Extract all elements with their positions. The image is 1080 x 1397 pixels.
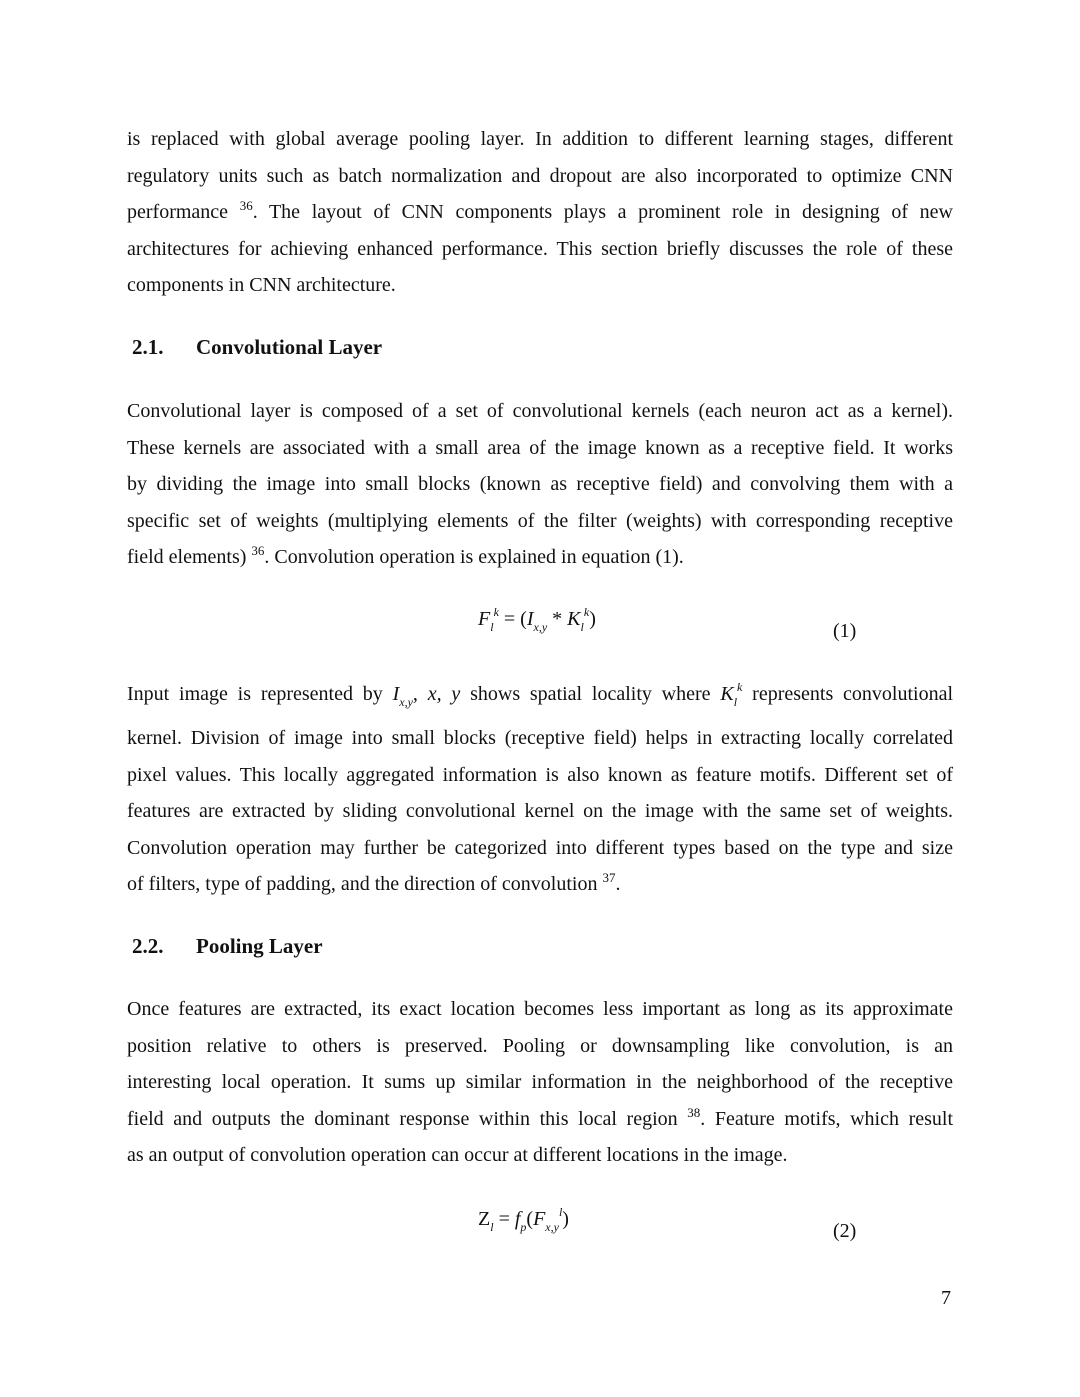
math-fragment: x,y (399, 695, 413, 709)
equation-symbol: F (533, 1208, 546, 1230)
text-fragment: components in CNN architecture. (127, 274, 396, 297)
equation-symbol: l (558, 1205, 563, 1219)
text-fragment: . Convolution operation is explained in equation (1). (264, 546, 684, 569)
text-fragment: by dividing the image into small blocks (known as receptive field) and convolving them with a (127, 473, 953, 496)
paragraph-input-image (127, 676, 953, 903)
math-fragment: x, y (427, 683, 461, 705)
text-fragment: These kernels are associated with a small area of the image known as a receptive field. It works (127, 436, 953, 459)
text-fragment: , (412, 683, 428, 705)
equation-symbol: f (514, 1208, 521, 1230)
text-fragment: performance (127, 201, 240, 224)
equation-symbol: k (583, 605, 590, 619)
equation-2 (478, 1205, 569, 1234)
equation-symbol: ) (589, 608, 596, 630)
text-line (127, 393, 953, 430)
equation-symbol: l (490, 620, 494, 634)
text-line (127, 1064, 953, 1101)
equation-symbol: p (520, 1220, 527, 1234)
text-fragment: Input image is represented by (127, 683, 393, 705)
section-title: Pooling Layer (196, 934, 323, 958)
text-line (127, 1137, 953, 1174)
section-title: Convolutional Layer (196, 335, 383, 359)
math-fragment: l (733, 695, 738, 709)
math-fragment: k (737, 680, 743, 694)
text-fragment: interesting local operation. It sums up similar information in the neighborhood of the receptive (127, 1071, 953, 1094)
text-fragment: features are extracted by sliding convolutional kernel on the image with the same set of weights. (127, 800, 953, 823)
equation-symbol: l (490, 1220, 494, 1234)
paragraph-pooling-layer (127, 991, 953, 1174)
text-fragment: field elements) (127, 546, 252, 569)
text-fragment: position relative to others is preserved. Pooling or downsampling like convolution, is an (127, 1034, 953, 1057)
text-fragment: . The layout of CNN components plays a prominent role in designing of new (252, 201, 953, 224)
text-fragment: represents convolutional (742, 683, 954, 705)
text-line (127, 676, 953, 720)
text-line (127, 830, 953, 867)
equation-symbol: x,y (545, 1220, 559, 1234)
paragraph-convolutional-layer (127, 393, 953, 576)
text-line (127, 194, 953, 231)
text-line (127, 267, 953, 304)
citation-superscript: 36 (239, 198, 253, 214)
text-line (127, 757, 953, 794)
equation-symbol: ( (526, 1208, 534, 1230)
equation-symbol: ) (562, 1208, 569, 1230)
text-fragment: as an output of convolution operation can occur at different locations in the image. (127, 1144, 788, 1167)
citation-superscript: 38 (687, 1104, 701, 1120)
equation-symbol: I (526, 608, 534, 630)
section-heading-2-2 (132, 934, 323, 959)
equation-symbol: x,y (533, 620, 548, 634)
text-line (127, 1101, 953, 1138)
text-fragment: Convolutional layer is composed of a set of convolutional kernels (each neuron act as a kernel). (127, 400, 953, 422)
text-line (127, 231, 953, 268)
text-line (127, 539, 953, 576)
text-line (127, 1028, 953, 1065)
equation-symbol: F (478, 608, 491, 630)
equation-symbol: K (567, 608, 581, 630)
section-number: 2.2. (132, 934, 164, 958)
paragraph-intro (127, 121, 953, 304)
text-fragment: specific set of weights (multiplying elements of the filter (weights) with corresponding receptive (127, 509, 953, 532)
text-line (127, 793, 953, 830)
equation-number-1: (1) (833, 620, 857, 642)
text-fragment: . (615, 873, 621, 896)
text-fragment: Once features are extracted, its exact location becomes less important as long as its approximate (127, 998, 953, 1020)
equation-symbol: Z (478, 1208, 491, 1230)
text-line (127, 503, 953, 540)
math-fragment: I (392, 683, 400, 705)
section-heading-2-1 (132, 335, 382, 360)
citation-superscript: 36 (251, 543, 265, 559)
text-line (127, 121, 953, 158)
text-fragment: of filters, type of padding, and the direction of convolution (127, 873, 603, 896)
text-fragment: shows spatial locality where (460, 683, 721, 705)
equation-symbol: = ( (498, 608, 527, 630)
text-line (127, 430, 953, 467)
text-fragment: . Feature motifs, which result (700, 1107, 953, 1130)
text-fragment: is replaced with global average pooling layer. In addition to different learning stages, different (127, 128, 953, 150)
text-line (127, 466, 953, 503)
equation-symbol: l (580, 620, 584, 634)
text-fragment: pixel values. This locally aggregated information is also known as feature motifs. Different set of (127, 763, 953, 786)
equation-symbol: * (547, 608, 568, 630)
text-line (127, 991, 953, 1028)
math-fragment: K (720, 683, 734, 705)
equation-number-2: (2) (833, 1220, 857, 1242)
text-fragment: regulatory units such as batch normalization and dropout are also incorporated to optimize CNN (127, 164, 953, 187)
text-fragment: kernel. Division of image into small blocks (receptive field) helps in extracting locally correlated (127, 727, 953, 749)
equation-1 (478, 605, 596, 634)
text-line (127, 158, 953, 195)
section-number: 2.1. (132, 335, 164, 359)
text-fragment: Convolution operation may further be categorized into different types based on the type and size (127, 836, 953, 859)
text-line (127, 720, 953, 757)
text-line (127, 866, 953, 903)
page-number: 7 (941, 1287, 951, 1309)
text-fragment: architectures for achieving enhanced performance. This section briefly discusses the role of these (127, 237, 953, 260)
equation-symbol: k (493, 605, 499, 619)
citation-superscript: 37 (602, 870, 616, 886)
text-fragment: field and outputs the dominant response within this local region (127, 1107, 688, 1130)
equation-symbol: = (493, 1208, 515, 1230)
